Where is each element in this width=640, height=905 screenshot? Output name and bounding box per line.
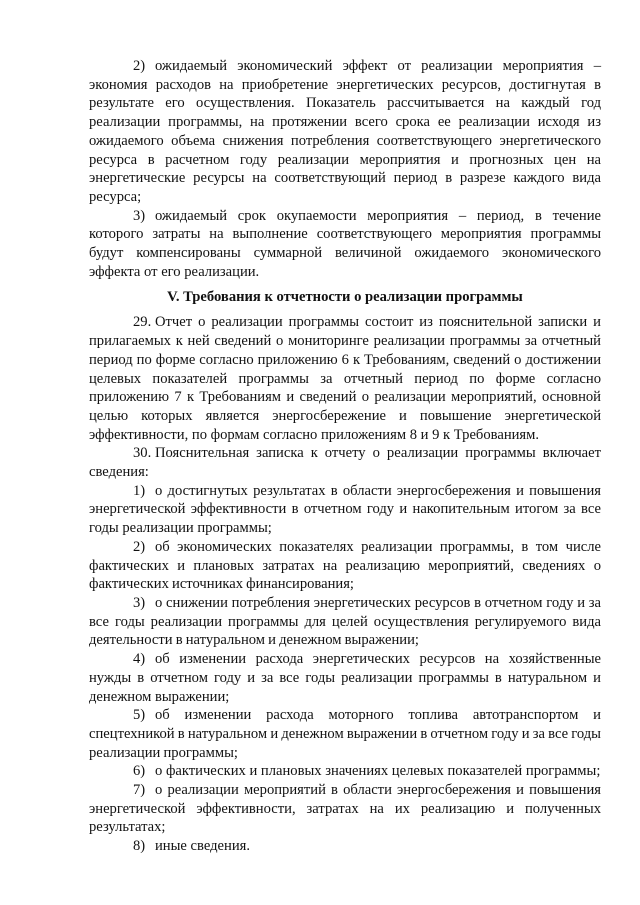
- item-number: 4): [133, 651, 146, 668]
- item-text: о фактических и плановых значениях целевых показателей программы;: [155, 763, 601, 780]
- item-text: о достигнутых результатах в области энергосбережения и повышения энергетической эффективности в отчетном году и накопительным итогом за все годы реализации программы;: [89, 482, 601, 537]
- clause-29: [89, 313, 601, 444]
- clause-number: 29.: [133, 314, 152, 331]
- section-heading: V. Требования к отчетности о реализации программы: [167, 289, 523, 306]
- item-number: 2): [133, 58, 146, 74]
- item-text: об изменении расхода энергетических ресурсов на хозяйственные нужды в отчетном году и за все годы реализации программы в натуральном и денежном выражении;: [89, 651, 601, 705]
- item-text: о снижении потребления энергетических ресурсов в отчетном году и за все годы реализации программы для целей осуществления регулируемого вида деятельности в натуральном и денежном выражении;: [89, 594, 601, 649]
- item-text: ожидаемый срок окупаемости мероприятия – период, в течение которого затраты на выполнение соответствующего мероприятия программы будут компенсированы суммарной величиной ожидаемого экономического эффекта от его реализации.: [89, 207, 601, 280]
- clause-30-item-8: [89, 837, 601, 856]
- clause-30-item-3: [89, 594, 601, 650]
- item-number: 6): [133, 763, 146, 780]
- item-number: 8): [133, 838, 146, 855]
- item-text: ожидаемый экономический эффект от реализации мероприятия – экономия расходов на приобретение энергетических ресурсов, достигнутая в результате его осуществления. Показатель рассчитывается на каждый год реализации программы, на протяжении всего срока ее реализации исходя из ожидаемого объема снижения потребления соответствующего энергетического ресурса в расчетном году реализации мероприятия и прогнозных цен на энергетические ресурсы на соответствующий период в разрезе каждого вида ресурса;: [89, 58, 601, 205]
- item-text: об экономических показателях реализации программы, в том числе фактических и плановых затратах на реализацию мероприятий, сведениях о фактических источниках финансирования;: [89, 538, 601, 593]
- item-text: иные сведения.: [155, 838, 251, 855]
- item-number: 5): [133, 707, 146, 724]
- item-text: об изменении расхода моторного топлива автотранспортом и спецтехникой в натуральном и денежном выражении в отчетном году и за все годы реализации программы;: [89, 707, 601, 761]
- item-number: 7): [133, 782, 146, 799]
- item-3-payback-period: [89, 207, 601, 282]
- item-text: о реализации мероприятий в области энергосбережения и повышения энергетической эффективности, затратах на их реализацию и полученных результатах;: [89, 782, 601, 836]
- clause-text: Отчет о реализации программы состоит из пояснительной записки и прилагаемых к ней сведений о мониторинге реализации программы за отчетный период по форме согласно приложению 6 к Требованиям, сведений о достижении целевых показателей программы за отчетный период по форме согласно приложению 7 к Требованиям и сведений о реализации мероприятий, основной целью которых является энергосбережение и повышение энергетической эффективности, по формам согласно приложениям 8 и 9 к Требованиям.: [89, 314, 601, 443]
- item-number: 3): [133, 207, 146, 224]
- item-number: 1): [133, 482, 146, 499]
- item-2-expected-economic-effect: [89, 57, 601, 207]
- clause-30-item-1: [89, 482, 601, 538]
- clause-30: [89, 444, 601, 481]
- clause-30-item-6: [89, 762, 601, 781]
- clause-30-item-5: [89, 706, 601, 762]
- clause-number: 30.: [133, 445, 152, 462]
- item-number: 2): [133, 538, 146, 555]
- document-page: [89, 57, 601, 856]
- clause-30-item-7: [89, 781, 601, 837]
- clause-text: Пояснительная записка к отчету о реализации программы включает сведения:: [89, 445, 601, 481]
- clause-30-item-2: [89, 538, 601, 594]
- item-number: 3): [133, 594, 146, 611]
- clause-30-item-4: [89, 650, 601, 706]
